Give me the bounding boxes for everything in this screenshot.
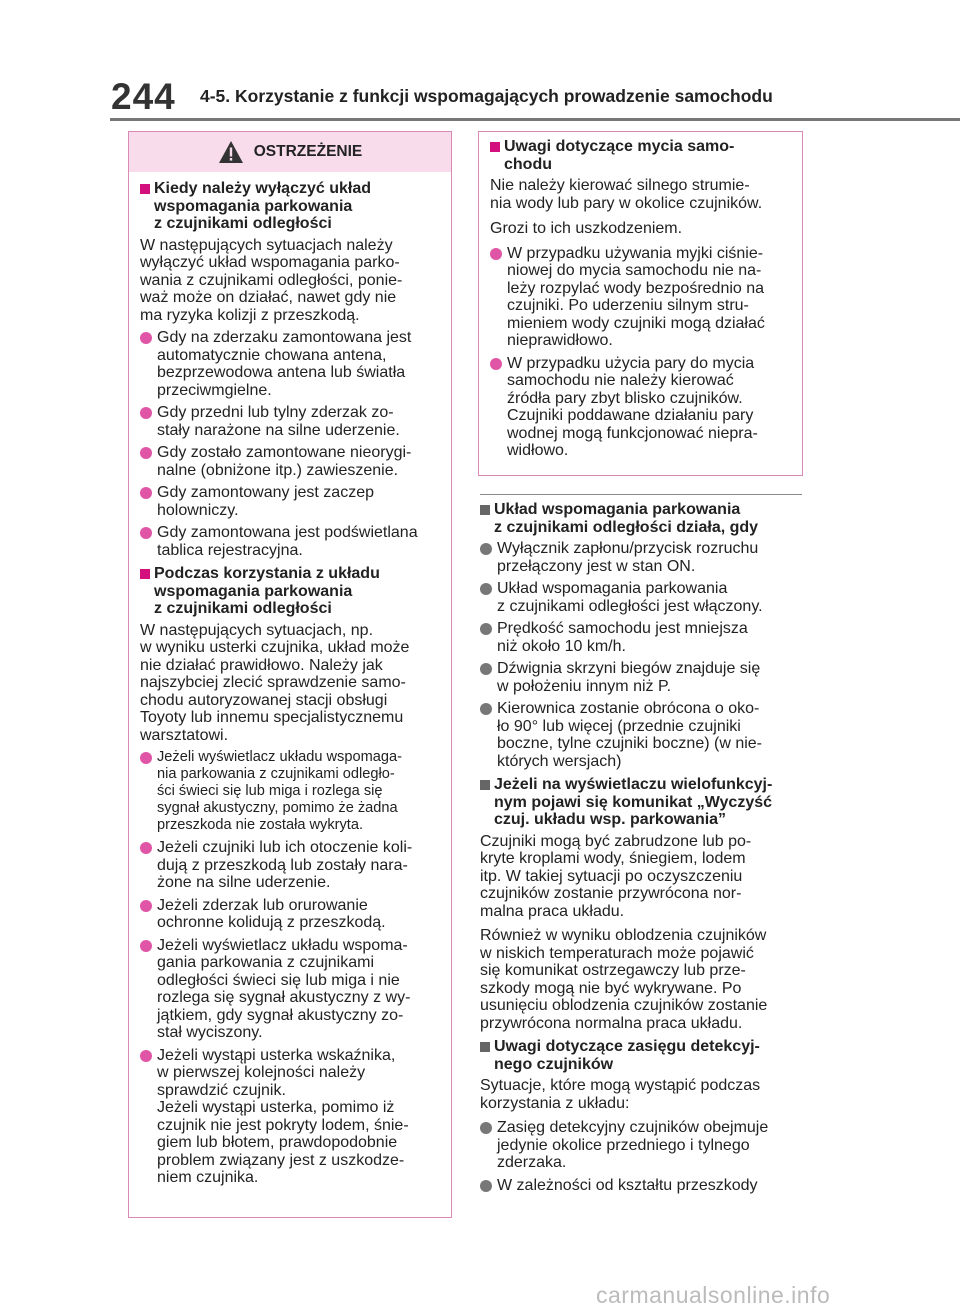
text-line: jedynie okolice przedniego i tylnego	[497, 1136, 750, 1154]
text-line: Układ wspomagania parkowania	[494, 501, 741, 518]
bullet-item	[140, 444, 443, 479]
text-line: czujników zostanie przywrócona nor-	[480, 885, 742, 902]
round-bullet-icon	[480, 623, 492, 635]
round-bullet-icon	[480, 1122, 492, 1134]
warning-bullet-list	[140, 749, 443, 834]
warning-title: OSTRZEŻENIE	[253, 143, 363, 160]
round-bullet-icon	[140, 1050, 152, 1062]
notice-bullet-list	[490, 245, 794, 460]
bullet-text	[497, 620, 802, 655]
paragraph	[480, 1077, 802, 1112]
round-bullet-icon	[480, 583, 492, 595]
text-line: automatycznie chowana antena,	[157, 346, 387, 364]
bullet-item	[480, 540, 802, 575]
warning-header	[129, 132, 451, 172]
square-bullet-icon	[490, 142, 500, 152]
warning-section-intro	[140, 237, 443, 325]
text-line: których wersjach)	[497, 752, 622, 770]
square-bullet-icon	[140, 184, 150, 194]
bullet-text	[157, 937, 443, 1042]
bullet-item	[140, 484, 443, 519]
bullet-item	[140, 839, 443, 892]
text-line: z czujnikami odległości jest włączony.	[497, 597, 763, 615]
bullet-text	[497, 580, 802, 615]
text-line: korzystania z układu:	[480, 1094, 630, 1112]
text-line: Gdy przedni lub tylny zderzak zo-	[157, 404, 394, 421]
round-bullet-icon	[140, 752, 152, 764]
warning-triangle-icon	[218, 140, 244, 164]
text-line: Grozi to ich uszkodzeniem.	[490, 220, 683, 237]
bullet-text	[157, 839, 443, 892]
section-heading	[480, 1038, 802, 1073]
text-line: sprawdzić czujnik.	[157, 1081, 286, 1099]
bullet-item	[140, 1047, 443, 1187]
text-line: Czujniki mogą być zabrudzone lub po-	[480, 832, 752, 850]
text-line: Sytuacje, które mogą wystąpić podczas	[480, 1077, 761, 1094]
text-line: Również w wyniku oblodzenia czujników	[480, 927, 767, 944]
notice-intro	[490, 177, 794, 212]
text-line: Gdy na zderzaku zamontowana jest	[157, 329, 412, 346]
text-line: żone na silne uderzenie.	[157, 874, 331, 891]
bullet-list	[480, 1119, 802, 1194]
round-bullet-icon	[140, 940, 152, 952]
text-line: gania parkowania z czujnikami	[157, 954, 374, 971]
text-line: waż może on działać, nawet gdy nie	[140, 289, 397, 306]
round-bullet-icon	[140, 332, 152, 344]
text-line: Jeżeli czujniki lub ich otoczenie koli-	[157, 839, 413, 856]
text-line: wspomagania parkowania	[154, 582, 353, 600]
text-line: czuj. układu wsp. parkowania”	[494, 811, 727, 828]
bullet-list	[480, 540, 802, 770]
warning-bullet-list	[140, 329, 443, 559]
round-bullet-icon	[140, 900, 152, 912]
text-line: chodu autoryzowanej stacji obsługi	[140, 691, 388, 709]
text-line: wyłączyć układ wspomagania parko-	[140, 254, 400, 271]
bullet-item	[140, 749, 443, 834]
text-line: wodnej mogą funkcjonować niepra-	[507, 424, 758, 442]
square-bullet-icon	[480, 1042, 490, 1052]
text-line: Kierownica zostanie obrócona o oko-	[497, 700, 760, 717]
text-line: usunięciu oblodzenia czujników zostanie	[480, 997, 768, 1014]
bullet-item	[490, 355, 794, 460]
bullet-text	[157, 524, 443, 559]
round-bullet-icon	[480, 703, 492, 715]
watermark: carmanualsonline.info	[596, 1282, 831, 1308]
round-bullet-icon	[140, 527, 152, 539]
text-line: w wyniku usterki czujnika, układ może	[140, 639, 410, 656]
round-bullet-icon	[480, 663, 492, 675]
header-divider	[110, 118, 960, 121]
text-line: W przypadku użycia pary do mycia	[507, 354, 755, 372]
bullet-item	[480, 660, 802, 695]
round-bullet-icon	[140, 842, 152, 854]
text-line: się komunikat ostrzegawczy lub prze-	[480, 962, 746, 979]
text-line: przełączony jest w stan ON.	[497, 557, 696, 575]
text-line: holowniczy.	[157, 501, 239, 519]
text-line: ma ryzyka kolizji z przeszkodą.	[140, 306, 360, 324]
text-line: W zależności od kształtu przeszkody	[497, 1176, 758, 1194]
text-line: stał wyciszony.	[157, 1024, 263, 1041]
text-line: chodu	[504, 155, 552, 173]
right-column	[480, 494, 802, 1199]
warning-bullet-list	[140, 839, 443, 1187]
round-bullet-icon	[490, 248, 502, 260]
text-line: Gdy zamontowany jest zaczep	[157, 484, 374, 501]
notice-heading	[490, 138, 794, 173]
bullet-item	[140, 897, 443, 932]
text-line: Dźwignia skrzyni biegów znajduje się	[497, 660, 761, 677]
bullet-text	[497, 540, 802, 575]
bullet-text	[157, 444, 443, 479]
round-bullet-icon	[480, 1180, 492, 1192]
text-line: Uwagi dotyczące zasięgu detekcyj-	[494, 1038, 760, 1055]
text-line: w niskich temperaturach może pojawić	[480, 944, 754, 962]
text-line: ochronne kolidują z przeszkodą.	[157, 914, 386, 931]
text-line: Nie należy kierować silnego strumie-	[490, 177, 750, 194]
text-line: źródła pary zbyt blisko czujników.	[507, 389, 743, 407]
section-heading	[480, 501, 802, 536]
round-bullet-icon	[490, 358, 502, 370]
text-line: sygnał akustyczny, pomimo że żadna	[157, 800, 398, 816]
bullet-item	[480, 1177, 802, 1195]
text-line: Jeżeli wystąpi usterka, pomimo iż	[157, 1099, 395, 1116]
text-line: wspomagania parkowania	[154, 197, 353, 215]
text-line: jątkiem, gdy sygnał akustyczny zo-	[157, 1006, 404, 1024]
bullet-text	[157, 749, 443, 834]
text-line: problem związany jest z uszkodze-	[157, 1151, 405, 1169]
section-heading	[480, 776, 802, 829]
square-bullet-icon	[480, 505, 490, 515]
bullet-item	[140, 937, 443, 1042]
text-line: w położeniu innym niż P.	[497, 677, 672, 695]
text-line: Zasięg detekcyjny czujników obejmuje	[497, 1119, 769, 1136]
text-line: Wyłącznik zapłonu/przycisk rozruchu	[497, 540, 759, 557]
text-line: leży rozpylać wody bezpośrednio na	[507, 279, 765, 297]
square-bullet-icon	[480, 780, 490, 790]
text-line: stały narażone na silne uderzenie.	[157, 421, 400, 439]
text-line: Gdy zostało zamontowane nieorygi-	[157, 444, 412, 461]
text-line: nia parkowania z czujnikami odległo-	[157, 766, 395, 782]
text-line: czujniki. Po uderzeniu silnym stru-	[507, 297, 749, 314]
section-divider	[480, 494, 802, 495]
text-line: warsztatowi.	[140, 726, 229, 744]
text-line: itp. W takiej sytuacji po oczyszczeniu	[480, 867, 743, 885]
text-line: wania z czujnikami odległości, ponie-	[140, 271, 403, 289]
text-line: kryte kroplami wody, śniegiem, lodem	[480, 850, 746, 867]
text-line: przeszkoda nie została wykryta.	[157, 817, 364, 833]
warning-box	[128, 131, 452, 1218]
text-line: nym pojawi się komunikat „Wyczyść	[494, 793, 773, 811]
round-bullet-icon	[140, 487, 152, 499]
bullet-text	[497, 700, 802, 770]
bullet-text	[507, 355, 794, 460]
text-line: W następujących sytuacjach, np.	[140, 621, 374, 639]
notice-box	[478, 131, 803, 476]
text-line: przywrócona normalna praca układu.	[480, 1014, 743, 1032]
text-line: malna praca układu.	[480, 902, 625, 920]
bullet-item	[490, 245, 794, 350]
text-line: Gdy zamontowana jest podświetlana	[157, 524, 418, 541]
text-line: rozlega się sygnał akustyczny z wy-	[157, 989, 411, 1006]
bullet-item	[140, 404, 443, 439]
text-line: ści świeci się lub miga i rozlega się	[157, 783, 383, 799]
bullet-text	[497, 660, 802, 695]
text-line: Kiedy należy wyłączyć układ	[154, 180, 371, 197]
text-line: niż około 10 km/h.	[497, 637, 626, 655]
notice-intro	[490, 220, 794, 238]
bullet-item	[480, 1119, 802, 1172]
warning-section-intro	[140, 622, 443, 745]
bullet-item	[140, 329, 443, 399]
text-line: Jeżeli zderzak lub orurowanie	[157, 896, 368, 914]
bullet-text	[507, 245, 794, 350]
paragraph	[480, 927, 802, 1032]
text-line: Uwagi dotyczące mycia samo-	[504, 138, 735, 155]
text-line: ło 90° lub więcej (przednie czujniki	[497, 717, 741, 735]
text-line: Podczas korzystania z układu	[154, 565, 380, 582]
bullet-text	[497, 1177, 802, 1195]
bullet-item	[480, 580, 802, 615]
text-line: mieniem wody czujniki mogą działać	[507, 314, 765, 332]
bullet-item	[480, 620, 802, 655]
bullet-item	[480, 700, 802, 770]
text-line: nego czujników	[494, 1055, 614, 1073]
text-line: nieprawidłowo.	[507, 332, 613, 349]
bullet-text	[157, 329, 443, 399]
text-line: najszybciej zlecić sprawdzenie samo-	[140, 674, 406, 691]
bullet-text	[157, 484, 443, 519]
text-line: z czujnikami odległości	[154, 600, 332, 617]
text-line: w pierwszej kolejności należy	[157, 1064, 366, 1081]
text-line: dują z przeszkodą lub zostały nara-	[157, 856, 408, 874]
text-line: W następujących sytuacjach należy	[140, 236, 393, 254]
text-line: odległości świeci się lub miga i nie	[157, 971, 400, 989]
text-line: boczne, tylne czujniki boczne) (w nie-	[497, 735, 763, 752]
bullet-text	[157, 1047, 443, 1187]
bullet-text	[157, 404, 443, 439]
text-line: z czujnikami odległości	[154, 215, 332, 232]
text-line: czujnik nie jest pokryty lodem, śnie-	[157, 1116, 409, 1134]
text-line: W przypadku używania myjki ciśnie-	[507, 244, 764, 262]
text-line: Prędkość samochodu jest mniejsza	[497, 620, 748, 637]
text-line: niowej do mycia samochodu nie na-	[507, 262, 762, 279]
text-line: zderzaka.	[497, 1154, 567, 1171]
text-line: nie działać prawidłowo. Należy jak	[140, 656, 383, 674]
text-line: szkody mogą nie być wykrywane. Po	[480, 979, 742, 997]
text-line: tablica rejestracyjna.	[157, 541, 303, 559]
text-line: bezprzewodowa antena lub światła	[157, 364, 406, 381]
square-bullet-icon	[140, 569, 150, 579]
text-line: Jeżeli wyświetlacz układu wspomaga-	[157, 749, 402, 765]
text-line: widłowo.	[507, 442, 569, 459]
round-bullet-icon	[140, 407, 152, 419]
round-bullet-icon	[140, 447, 152, 459]
warning-section-heading	[140, 565, 443, 618]
text-line: Jeżeli wyświetlacz układu wspoma-	[157, 936, 408, 954]
section-title: 4-5. Korzystanie z funkcji wspomagających prowadzenie samochodu	[200, 86, 773, 106]
text-line: Jeżeli na wyświetlaczu wielofunkcyj-	[494, 776, 773, 793]
text-line: nalne (obniżone itp.) zawieszenie.	[157, 461, 399, 479]
text-line: z czujnikami odległości działa, gdy	[494, 518, 759, 536]
bullet-text	[497, 1119, 802, 1172]
text-line: nia wody lub pary w okolice czujników.	[490, 194, 763, 212]
text-line: giem lub błotem, prawdopodobnie	[157, 1134, 398, 1151]
text-line: Układ wspomagania parkowania	[497, 580, 728, 597]
text-line: Czujniki poddawane działaniu pary	[507, 407, 754, 424]
text-line: Jeżeli wystąpi usterka wskaźnika,	[157, 1046, 396, 1064]
text-line: przeciwmgielne.	[157, 381, 272, 399]
paragraph	[480, 833, 802, 921]
warning-section-heading	[140, 180, 443, 233]
text-line: Toyoty lub innemu specjalistycznemu	[140, 709, 404, 726]
round-bullet-icon	[480, 543, 492, 555]
page-number: 244	[111, 76, 176, 117]
text-line: niem czujnika.	[157, 1169, 259, 1186]
text-line: samochodu nie należy kierować	[507, 372, 734, 389]
bullet-item	[140, 524, 443, 559]
bullet-text	[157, 897, 443, 932]
